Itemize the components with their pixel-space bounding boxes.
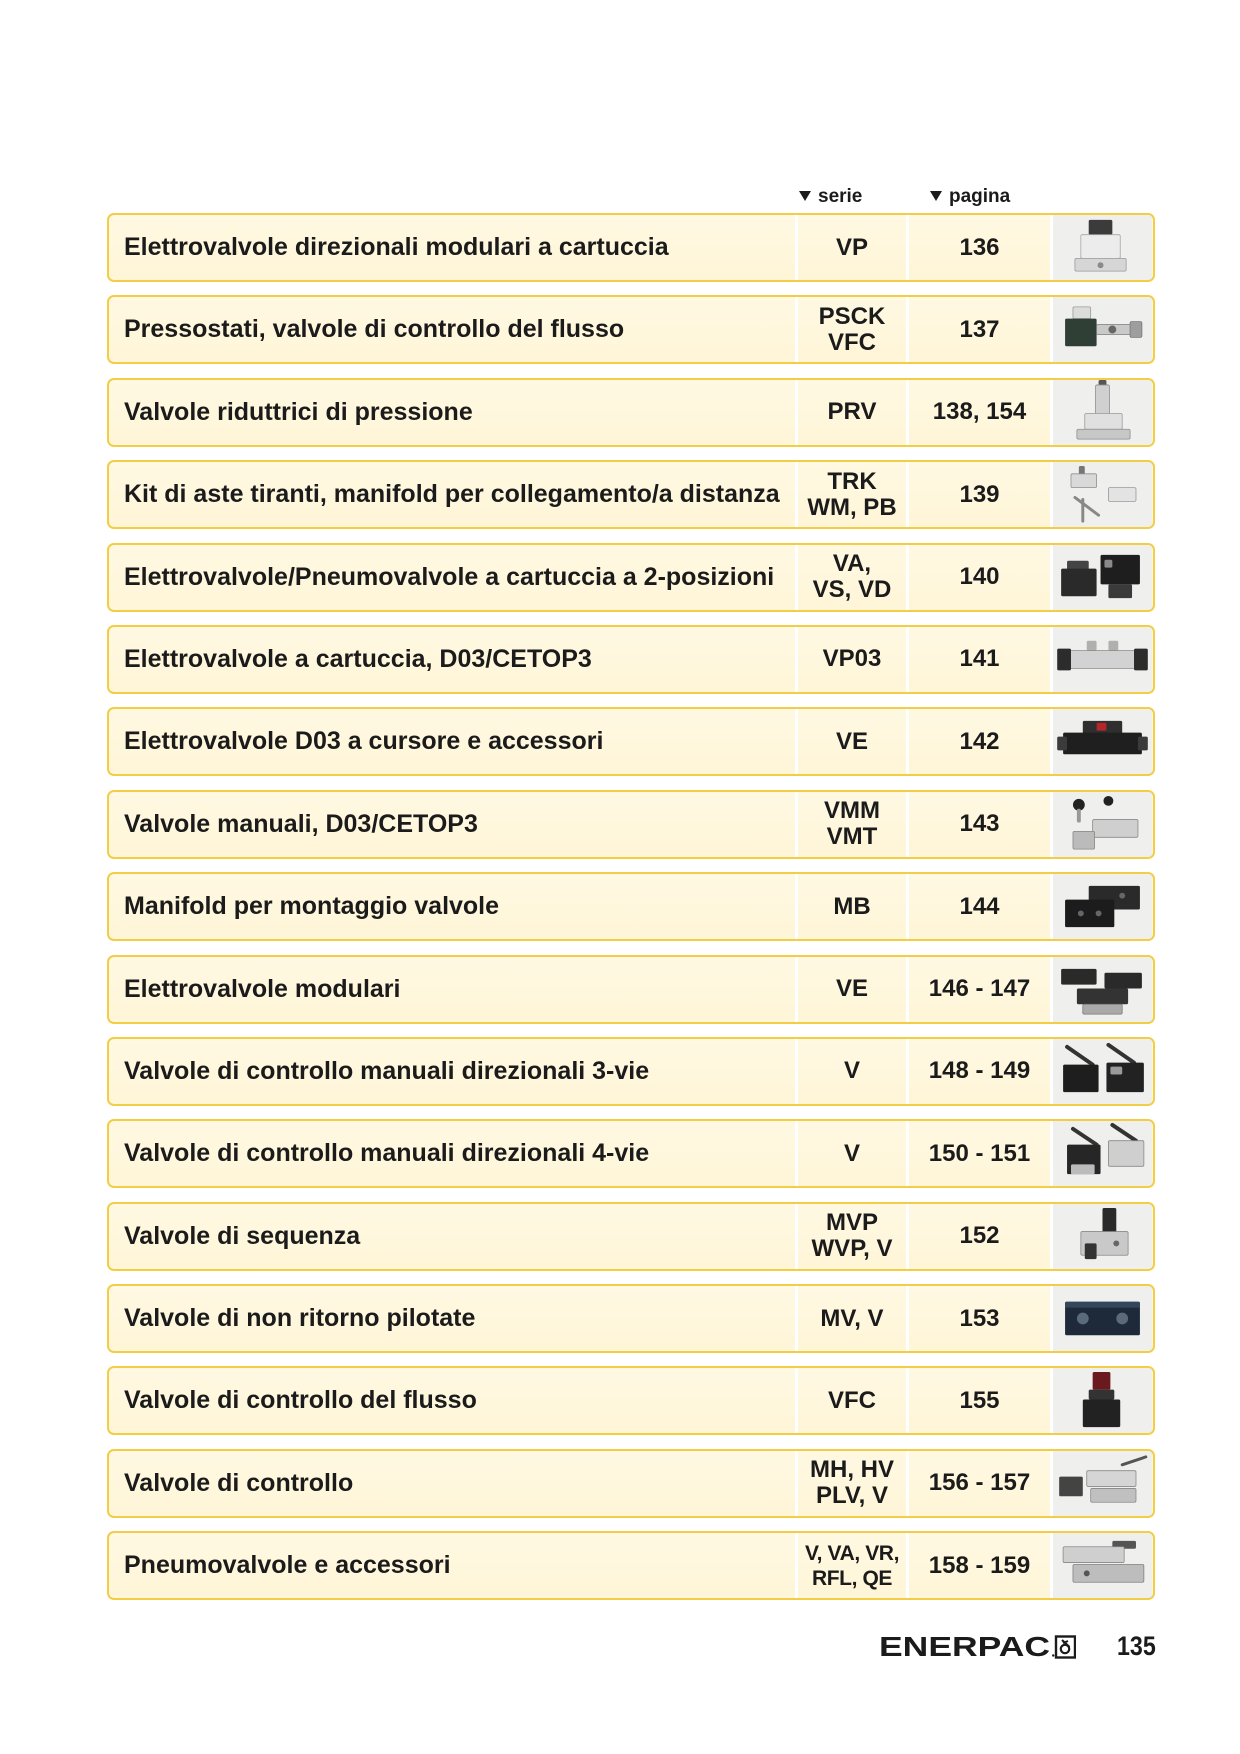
row-product-image (1050, 462, 1152, 527)
page-number: 135 (1117, 1631, 1156, 1661)
series-code: VA, (832, 550, 872, 578)
row-series (795, 380, 906, 445)
row-product-image (1050, 1286, 1152, 1351)
series-code: V, VA, VR, (804, 1541, 900, 1565)
row-page-ref: 152 (906, 1204, 1050, 1269)
row-description: Elettrovalvole modulari (124, 974, 401, 1003)
row-product-image (1050, 380, 1152, 445)
row-series (795, 1039, 906, 1104)
row-page-ref: 144 (906, 874, 1050, 939)
triangle-down-icon (799, 191, 811, 201)
table-row (107, 707, 1155, 776)
row-page-ref: 139 (906, 462, 1050, 527)
row-page-ref: 141 (906, 627, 1050, 692)
row-series (795, 792, 906, 857)
series-code: WVP, V (811, 1235, 893, 1263)
row-description: Valvole di controllo (124, 1468, 354, 1497)
row-product-image (1050, 627, 1152, 692)
series-code: RFL, QE (811, 1566, 893, 1590)
row-description: Valvole di non ritorno pilotate (124, 1304, 476, 1333)
row-series (795, 709, 906, 774)
brand-name: ENERPAC (879, 1632, 1050, 1662)
table-row (107, 1037, 1155, 1106)
row-description: Valvole di controllo del flusso (124, 1386, 477, 1415)
series-code: PRV (827, 398, 877, 426)
row-series (795, 627, 906, 692)
table-row (107, 543, 1155, 612)
two-position-valve-photo (1053, 545, 1152, 610)
sequence-valve-photo (1053, 1204, 1152, 1269)
row-description: Pressostati, valvole di controllo del flusso (124, 315, 625, 344)
table-row (107, 625, 1155, 694)
row-product-image (1050, 1451, 1152, 1516)
table-row (107, 213, 1155, 282)
row-page-ref: 146 - 147 (906, 957, 1050, 1022)
row-product-image (1050, 1039, 1152, 1104)
row-product-image (1050, 1204, 1152, 1269)
row-description: Valvole di controllo manuali direzionali 4-vie (124, 1139, 650, 1168)
table-row (107, 1202, 1155, 1271)
row-description: Elettrovalvole/Pneumovalvole a cartuccia a 2-posizioni (124, 562, 775, 591)
table-row (107, 1119, 1155, 1188)
series-code: MV, V (820, 1304, 884, 1332)
series-code: PLV, V (815, 1482, 889, 1510)
row-series (795, 1286, 906, 1351)
series-code: VE (835, 727, 868, 755)
row-series (795, 545, 906, 610)
row-page-ref: 156 - 157 (906, 1451, 1050, 1516)
row-description: Valvole riduttrici di pressione (124, 397, 473, 426)
row-series (795, 462, 906, 527)
row-series (795, 874, 906, 939)
pressure-switch-photo (1053, 297, 1152, 362)
three-way-valve-photo (1053, 1039, 1152, 1104)
series-code: MVP (825, 1209, 878, 1237)
four-way-valve-photo (1053, 1121, 1152, 1186)
d03-spool-valve-photo (1053, 709, 1152, 774)
series-code: VFC (828, 328, 876, 356)
page-column-header (930, 185, 1010, 209)
row-product-image (1050, 545, 1152, 610)
row-page-ref: 158 - 159 (906, 1533, 1050, 1598)
row-product-image (1050, 792, 1152, 857)
series-code: TRK (827, 467, 877, 495)
d03-cartridge-valve-photo (1053, 627, 1152, 692)
row-page-ref: 136 (906, 215, 1050, 280)
row-product-image (1050, 957, 1152, 1022)
series-code: VFC (828, 1386, 876, 1414)
row-description: Manifold per montaggio valvole (124, 892, 500, 921)
table-row (107, 295, 1155, 364)
row-description: Elettrovalvole direzionali modulari a cartuccia (124, 233, 669, 261)
row-product-image (1050, 215, 1152, 280)
table-row (107, 1366, 1155, 1435)
modular-valve-photo (1053, 957, 1152, 1022)
table-row (107, 955, 1155, 1024)
manual-valve-photo (1053, 792, 1152, 857)
row-series (795, 1533, 906, 1598)
row-page-ref: 148 - 149 (906, 1039, 1050, 1104)
row-page-ref: 138, 154 (906, 380, 1050, 445)
row-series (795, 1204, 906, 1269)
series-code: PSCK (818, 302, 886, 330)
row-product-image (1050, 709, 1152, 774)
enerpac-logo-mark-icon (1052, 1635, 1076, 1659)
valve-manifold-photo (1053, 874, 1152, 939)
triangle-down-icon (930, 191, 942, 201)
series-code: V (843, 1139, 860, 1167)
row-description: Valvole manuali, D03/CETOP3 (124, 809, 478, 838)
flow-control-valve-photo (1053, 1368, 1152, 1433)
row-product-image (1050, 874, 1152, 939)
table-row (107, 1284, 1155, 1353)
series-code: V (843, 1057, 860, 1085)
row-page-ref: 137 (906, 297, 1050, 362)
series-code: MB (833, 892, 871, 920)
table-row (107, 460, 1155, 529)
table-row (107, 790, 1155, 859)
series-code: VMM (824, 797, 880, 825)
row-page-ref: 153 (906, 1286, 1050, 1351)
series-header-label: serie (818, 186, 863, 207)
row-series (795, 1368, 906, 1433)
table-row (107, 872, 1155, 941)
row-description: Kit di aste tiranti, manifold per collegamento/a distanza (124, 480, 780, 509)
pressure-reducing-valve-photo (1053, 380, 1152, 445)
series-code: VP (835, 233, 868, 261)
catalog-table (107, 213, 1155, 1600)
series-code: MH, HV (810, 1456, 894, 1484)
series-code: VS, VD (812, 576, 892, 604)
pilot-check-valve-photo (1053, 1286, 1152, 1351)
control-valve-photo (1053, 1451, 1152, 1516)
row-product-image (1050, 297, 1152, 362)
air-valve-photo (1053, 1533, 1152, 1598)
row-description: Pneumovalvole e accessori (124, 1551, 451, 1580)
row-description: Elettrovalvole a cartuccia, D03/CETOP3 (124, 644, 592, 673)
row-series (795, 215, 906, 280)
page-header-label: pagina (949, 186, 1011, 207)
row-page-ref: 150 - 151 (906, 1121, 1050, 1186)
row-description: Valvole di controllo manuali direzionali 3-vie (124, 1056, 650, 1085)
series-code: VE (835, 975, 868, 1003)
tie-rod-kit-photo (1053, 462, 1152, 527)
series-column-header (799, 185, 862, 209)
row-page-ref: 155 (906, 1368, 1050, 1433)
series-code: VMT (826, 823, 878, 851)
enerpac-logo (879, 1632, 1055, 1662)
row-page-ref: 142 (906, 709, 1050, 774)
row-series (795, 1121, 906, 1186)
row-page-ref: 140 (906, 545, 1050, 610)
row-product-image (1050, 1533, 1152, 1598)
row-description: Valvole di sequenza (124, 1221, 361, 1250)
row-series (795, 957, 906, 1022)
row-series (795, 297, 906, 362)
row-page-ref: 143 (906, 792, 1050, 857)
series-code: WM, PB (807, 493, 897, 521)
row-product-image (1050, 1368, 1152, 1433)
table-row (107, 378, 1155, 447)
row-series (795, 1451, 906, 1516)
row-product-image (1050, 1121, 1152, 1186)
series-code: VP03 (822, 645, 882, 673)
solenoid-cartridge-valve-photo (1053, 215, 1152, 280)
table-row (107, 1531, 1155, 1600)
row-description: Elettrovalvole D03 a cursore e accessori (124, 727, 604, 756)
table-row (107, 1449, 1155, 1518)
